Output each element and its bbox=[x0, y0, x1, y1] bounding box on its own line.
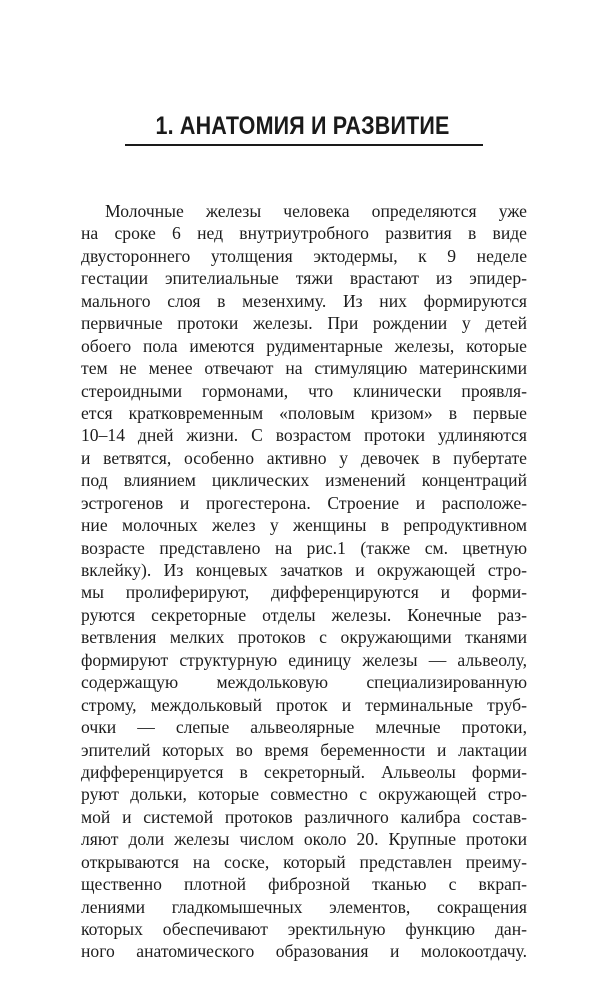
text-line: которых обеспечивают эректильную функцию дан- bbox=[81, 919, 527, 939]
text-line: тем не менее отвечают на стимуляцию материнскими bbox=[81, 358, 527, 379]
text-line: формируют структурную единицу железы — альвеолу, bbox=[81, 649, 527, 670]
text-line: мой и системой протоков различного калибра состав- bbox=[81, 806, 527, 827]
text-line: ного анатомического образования и молокоотдачу. bbox=[81, 941, 527, 962]
text-line: эпителий которых во время беременности и лактации bbox=[81, 739, 527, 760]
text-line: ется кратковременным «половым кризом» в первые bbox=[81, 402, 527, 423]
text-line: ветвления мелких протоков с окружающими тканями bbox=[81, 627, 527, 648]
text-line: ляют доли железы числом около 20. Крупные протоки bbox=[81, 829, 527, 850]
text-line: Молочные железы человека определяются уже bbox=[105, 201, 527, 221]
text-line: на сроке 6 нед внутриутробного развития в виде bbox=[81, 223, 527, 244]
text-line: гестации эпителиальные тяжи врастают из эпидер- bbox=[81, 268, 527, 289]
text-line: очки — слепые альвеолярные млечные протоки, bbox=[81, 717, 527, 738]
body-paragraph bbox=[81, 200, 527, 963]
text-line: мального слоя в мезенхиму. Из них формируются bbox=[81, 290, 527, 311]
text-line: руются секреторные отделы железы. Конечные раз- bbox=[81, 604, 527, 625]
text-line: мы пролиферируют, дифференцируются и форми- bbox=[81, 582, 527, 603]
text-line: под влиянием циклических изменений концентраций bbox=[81, 470, 527, 491]
text-line: руют дольки, которые совместно с окружающей стро- bbox=[81, 784, 527, 805]
text-line: двустороннего утолщения эктодермы, к 9 неделе bbox=[81, 245, 527, 266]
text-line: эстрогенов и прогестерона. Строение и расположе- bbox=[81, 492, 527, 513]
text-line: возрасте представлено на рис.1 (также см. цветную bbox=[81, 537, 527, 558]
text-line: строму, междольковый проток и терминальные труб- bbox=[81, 694, 527, 715]
text-line: щественно плотной фиброзной тканью с вкрап- bbox=[81, 874, 527, 895]
text-line: ние молочных желез у женщины в репродуктивном bbox=[81, 515, 527, 536]
text-line: первичные протоки железы. При рождении у детей bbox=[81, 313, 527, 334]
text-line: стероидными гормонами, что клинически проявля- bbox=[81, 380, 527, 401]
text-line: дифференцируется в секреторный. Альвеолы форми- bbox=[81, 761, 527, 782]
title-underline bbox=[125, 144, 483, 146]
text-line: 10–14 дней жизни. С возрастом протоки удлиняются bbox=[81, 425, 527, 446]
text-line: лениями гладкомышечных элементов, сокращения bbox=[81, 896, 527, 917]
text-line: открываются на соске, который представлен преиму- bbox=[81, 851, 527, 872]
text-line: и ветвятся, особенно активно у девочек в пубертате bbox=[81, 447, 527, 468]
text-line: вклейку). Из концевых зачатков и окружающей стро- bbox=[81, 560, 527, 580]
text-line: обоего пола имеются рудиментарные железы, которые bbox=[81, 335, 527, 356]
text-line: содержащую междольковую специализированную bbox=[81, 672, 527, 693]
chapter-title: 1. АНАТОМИЯ И РАЗВИТИЕ bbox=[155, 112, 450, 140]
